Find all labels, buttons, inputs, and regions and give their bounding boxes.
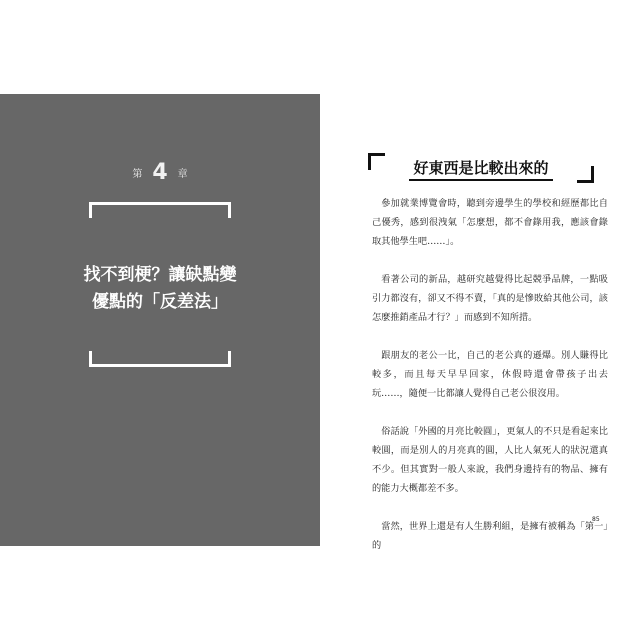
page-number: 85: [592, 516, 600, 523]
chapter-suffix: 章: [177, 169, 188, 180]
section-heading: [368, 153, 594, 183]
title-bracket-top: [89, 202, 231, 218]
chapter-label: [0, 160, 320, 185]
paragraph: 參加就業博覽會時，聽到旁邊學生的學校和經歷都比自己優秀，感到很洩氣「怎麼想，都不會錄用我，應該會錄取其他學生吧……」。: [372, 198, 608, 247]
paragraph: 看著公司的新品，越研究越覺得比起競爭品牌，一點吸引力都沒有，卻又不得不賣，「真的是慘敗給其他公司，該怎麼推銷產品才行？」而感到不知所措。: [372, 274, 608, 323]
title-bracket-bottom: [89, 351, 231, 367]
chapter-title-line-1: 找不到梗？讓缺點變: [83, 265, 237, 285]
paragraph: 當然，世界上還是有人生勝利組，是擁有被稱為「第一」的: [372, 521, 608, 551]
chapter-prefix: 第: [132, 169, 143, 180]
text-page: [320, 94, 640, 551]
chapter-title: [0, 262, 320, 316]
paragraph: 俗話說「外國的月亮比較圓」，更氣人的不只是看起來比較圓，而是別人的月亮真的圓，人比人氣死人的狀況還真不少。但其實對一般人來說，我們身邊持有的物品、擁有的能力大概都差不多。: [372, 426, 608, 494]
paragraph: 跟朋友的老公一比，自己的老公真的遜爆。別人賺得比較多，而且每天早早回家，休假時還會帶孩子出去玩……，隨便一比都讓人覺得自己老公很沒用。: [372, 350, 608, 399]
heading-corner-bottom-right: [577, 166, 594, 183]
chapter-title-line-2: 優點的「反差法」: [92, 292, 228, 312]
body-text: [372, 194, 608, 574]
section-title: 好東西是比較出來的: [368, 157, 594, 178]
chapter-cover-page: [0, 94, 320, 546]
chapter-number: 4: [152, 160, 168, 185]
